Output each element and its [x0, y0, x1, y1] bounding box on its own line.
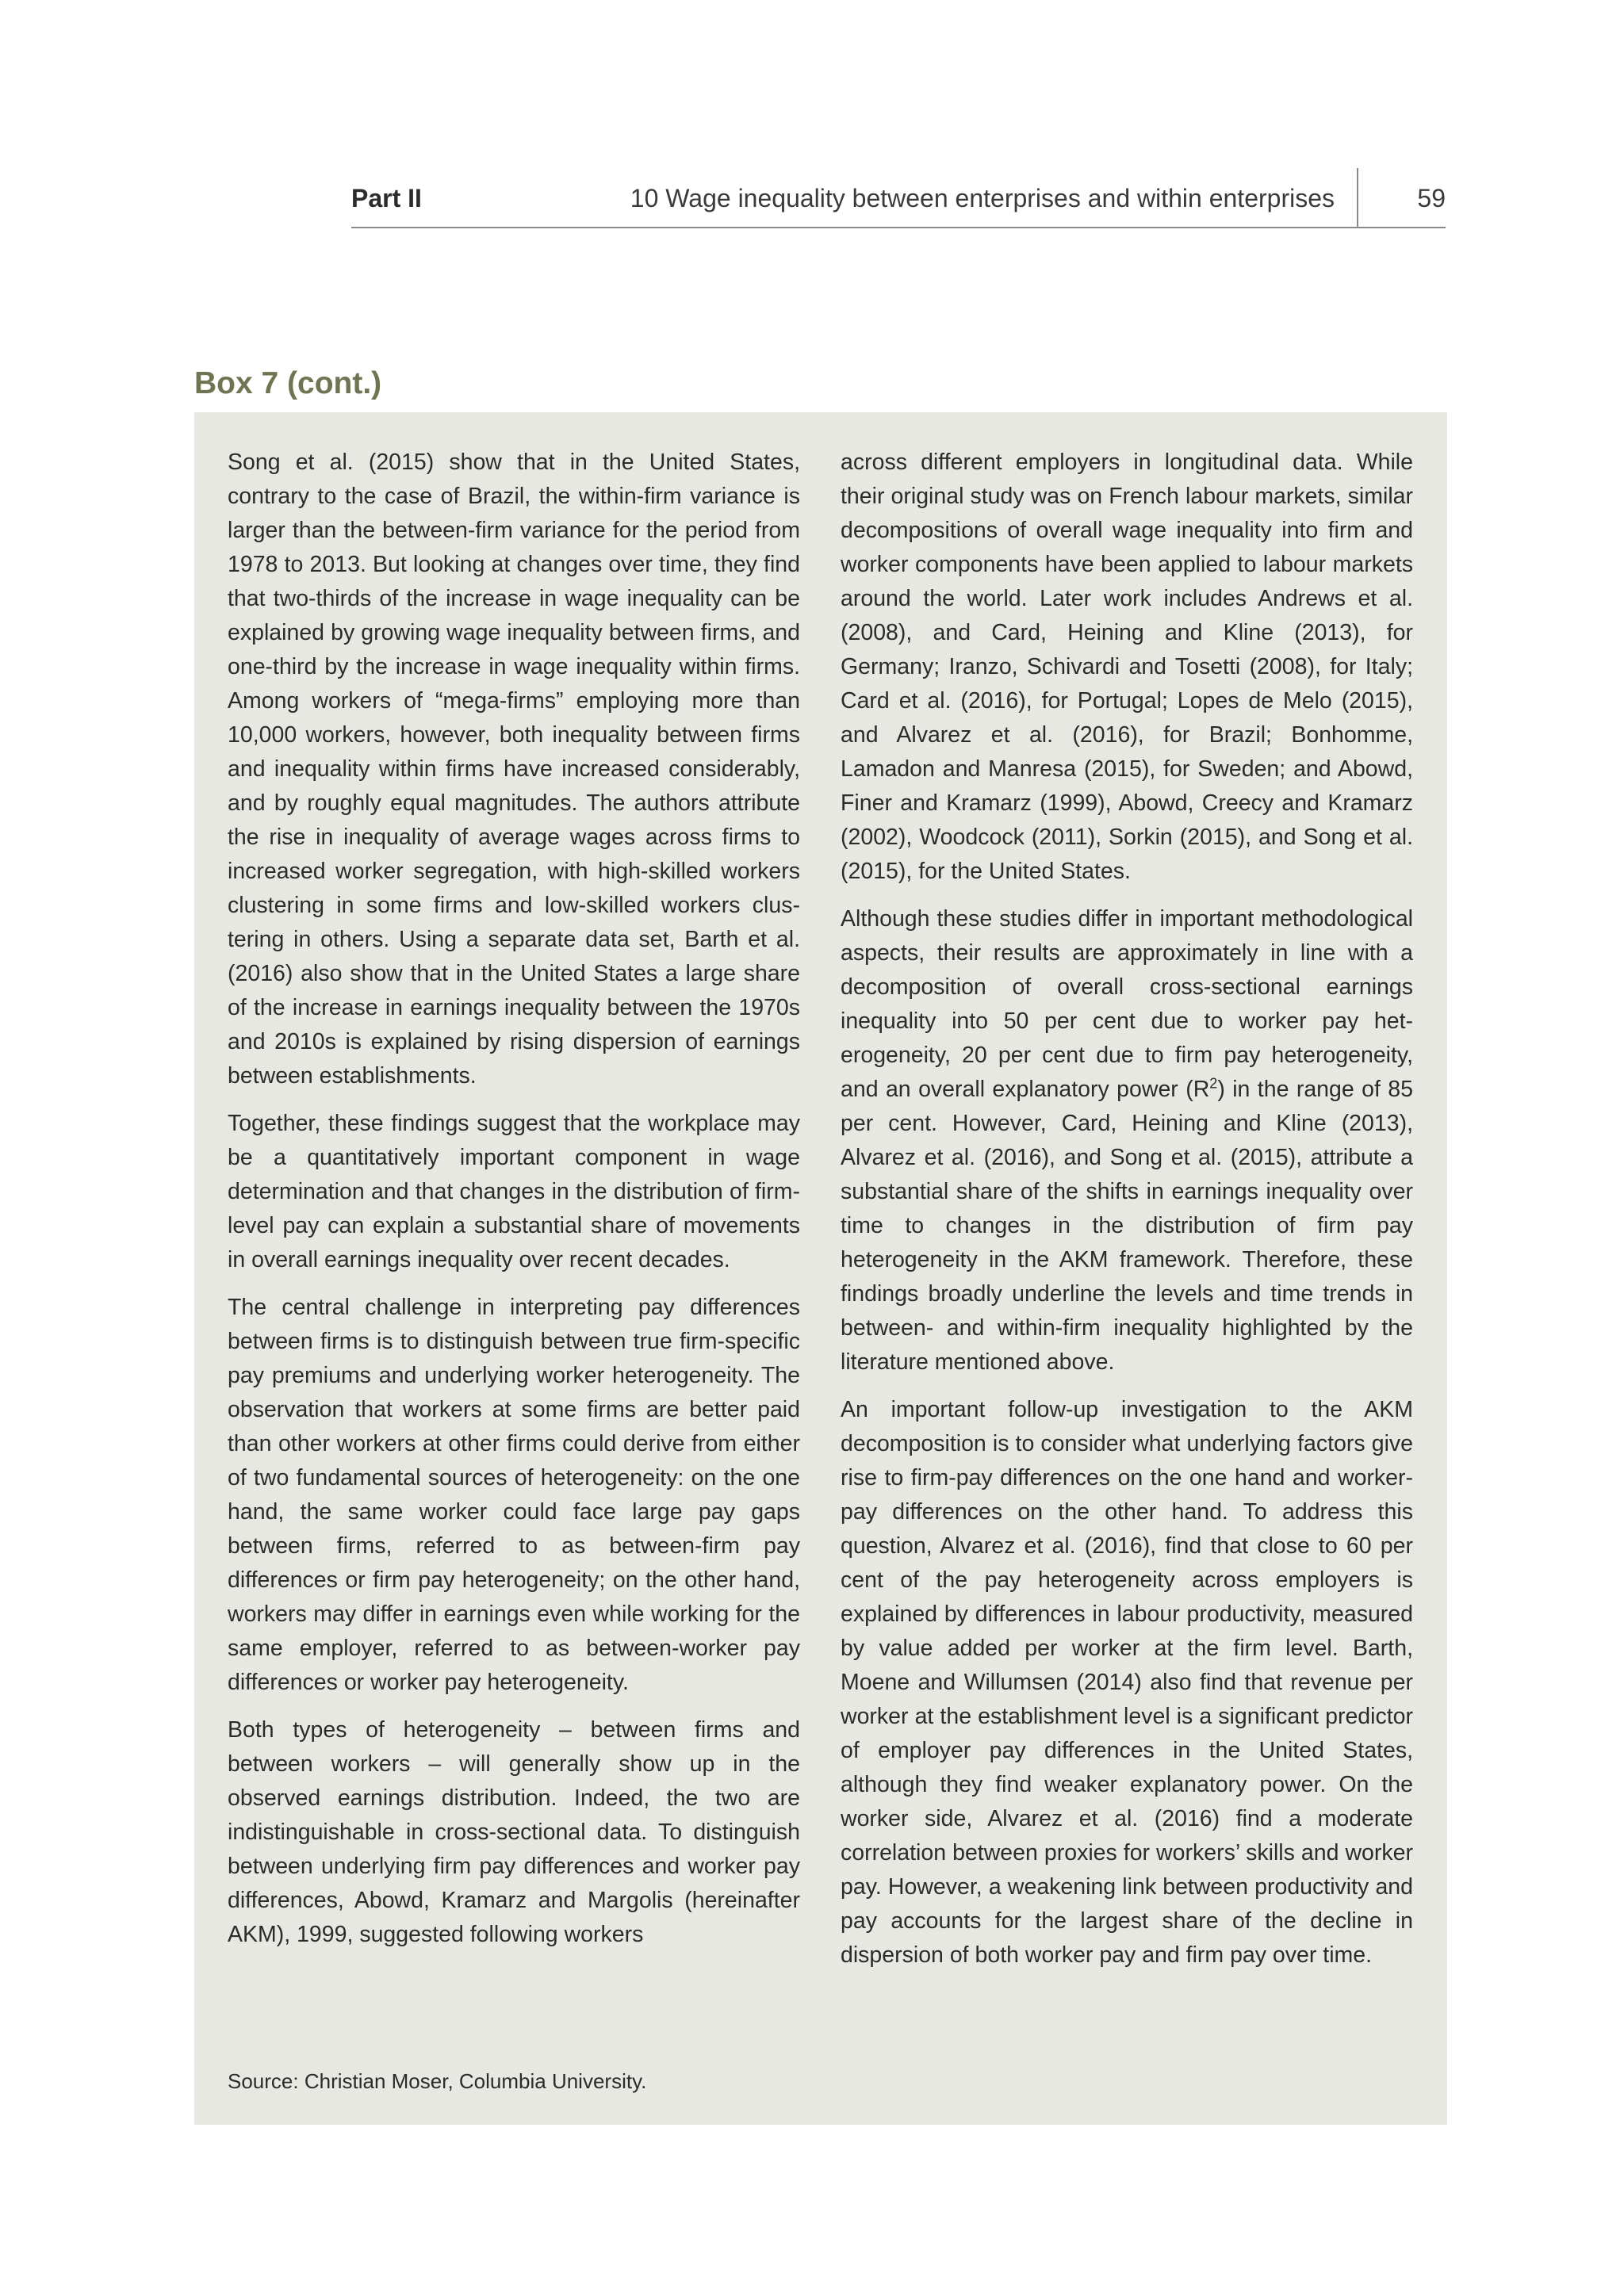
box-panel — [194, 412, 1447, 2125]
paragraph: The central challenge in interpreting pay differences between firms is to distinguish between true firm-specific pay premiums and underlying worker heterogeneity. The observation that workers at some firms are better paid than other workers at other firms could derive from either of two fundamental sources of heterogeneity: on the one hand, the same worker could face large pay gaps between firms, referred to as between-firm pay differences or firm pay heterogeneity; on the other hand, workers may differ in earnings even while working for the same employer, referred to as between-worker pay differences or worker pay heterogeneity. — [228, 1295, 800, 1695]
box-title: Box 7 (cont.) — [194, 366, 382, 400]
paragraph-text: Although these studies differ in important methodological aspects, their results are approximately in line with a decomposition of overall cross-sectional earnings inequality into 50 per cent due to worker pay heterogeneity, 20 per cent due to firm pay heterogeneity, and an overall explanatory power (R — [841, 906, 1413, 1102]
chapter-title: 10 Wage inequality between enterprises and within enterprises — [630, 184, 1335, 212]
paragraph: across different employers in longitudinal data. While their original study was on French labour markets, similar decompositions of overall wage inequality into firm and worker components have been applied to labour markets around the world. Later work includes Andrews et al. (2008), and Card, Heining and Kline (2013), for Germany; Iranzo, Schivardi and Tosetti (2008), for Italy; Card et al. (2016), for Portugal; Lopes de Melo (2015), and Alvarez et al. (2016), for Brazil; Bonhomme, Lamadon and Manresa (2015), for Sweden; and Abowd, Finer and Kramarz (1999), Abowd, Creecy and Kramarz (2002), Woodcock (2011), Sorkin (2015), and Song et al. (2015), for the United States. — [841, 450, 1413, 884]
superscript: 2 — [1209, 1075, 1218, 1092]
source-note: Source: Christian Moser, Columbia University. — [228, 2069, 647, 2093]
paragraph: Both types of heterogeneity – between firms and between workers – will generally show up in the observed earnings distribution. Indeed, the two are indistinguishable in cross-sectional data. To distinguish between underlying firm pay differences and worker pay differences, Abowd, Kramarz and Margolis (hereinafter AKM), 1999, suggested following workers — [228, 1717, 800, 1947]
left-column — [228, 446, 800, 1965]
page-number: 59 — [1417, 184, 1446, 212]
running-header — [351, 168, 1446, 228]
header-divider — [1357, 168, 1358, 227]
paragraph: An important follow-up investigation to the AKM decomposition is to consider what underlying factors give rise to firm-pay differences on the one hand and worker-pay differences on the other hand. To address this question, Alvarez et al. (2016), find that close to 60 per cent of the pay heterogeneity across employers is explained by differences in labour productivity, measured by value added per worker at the firm level. Barth, Moene and Willumsen (2014) also find that revenue per worker at the establishment level is a significant predictor of employer pay differences in the United States, although they find weaker explanatory power. On the worker side, Alvarez et al. (2016) find a moderate correlation between proxies for workers’ skills and worker pay. However, a weakening link between productivity and pay accounts for the largest share of the decline in dispersion of both worker pay and firm pay over time. — [841, 1397, 1413, 1968]
right-column — [841, 446, 1413, 1986]
paragraph — [841, 902, 1413, 1380]
paragraph-text: ) in the range of 85 per cent. However, Card, Heining and Kline (2013), Alvarez et al. (2016), and Song et al. (2015), attribute a substantial share of the shifts in earnings inequality over time to changes in the distribution of firm pay heterogeneity in the AKM framework. Therefore, these findings broadly underline the levels and time trends in between- and within-firm inequality highlighted by the literature mentioned above. — [841, 1077, 1414, 1375]
paragraph: Together, these findings suggest that the workplace may be a quantitatively important component in wage determination and that changes in the distribution of firm-level pay can explain a substantial share of movements in overall earnings inequality over recent decades. — [228, 1111, 800, 1272]
part-label: Part II — [351, 184, 422, 212]
paragraph: Song et al. (2015) show that in the United States, contrary to the case of Brazil, the within-firm variance is larger than the between-firm variance for the period from 1978 to 2013. But looking at changes over time, they find that two-thirds of the increase in wage inequality can be explained by growing wage inequality between firms, and one-third by the increase in wage inequality within firms. Among workers of “mega-firms” employing more than 10,000 workers, however, both inequality between firms and inequality within firms have increased considerably, and by roughly equal magnitudes. The authors attribute the rise in inequality of average wages across firms to increased worker segregation, with high-skilled workers clustering in some firms and low-skilled workers clustering in others. Using a separate data set, Barth et al. (2016) also show that in the United States a large share of the increase in earnings inequality between the 1970s and 2010s is explained by rising dispersion of earnings between establishments. — [228, 450, 800, 1089]
